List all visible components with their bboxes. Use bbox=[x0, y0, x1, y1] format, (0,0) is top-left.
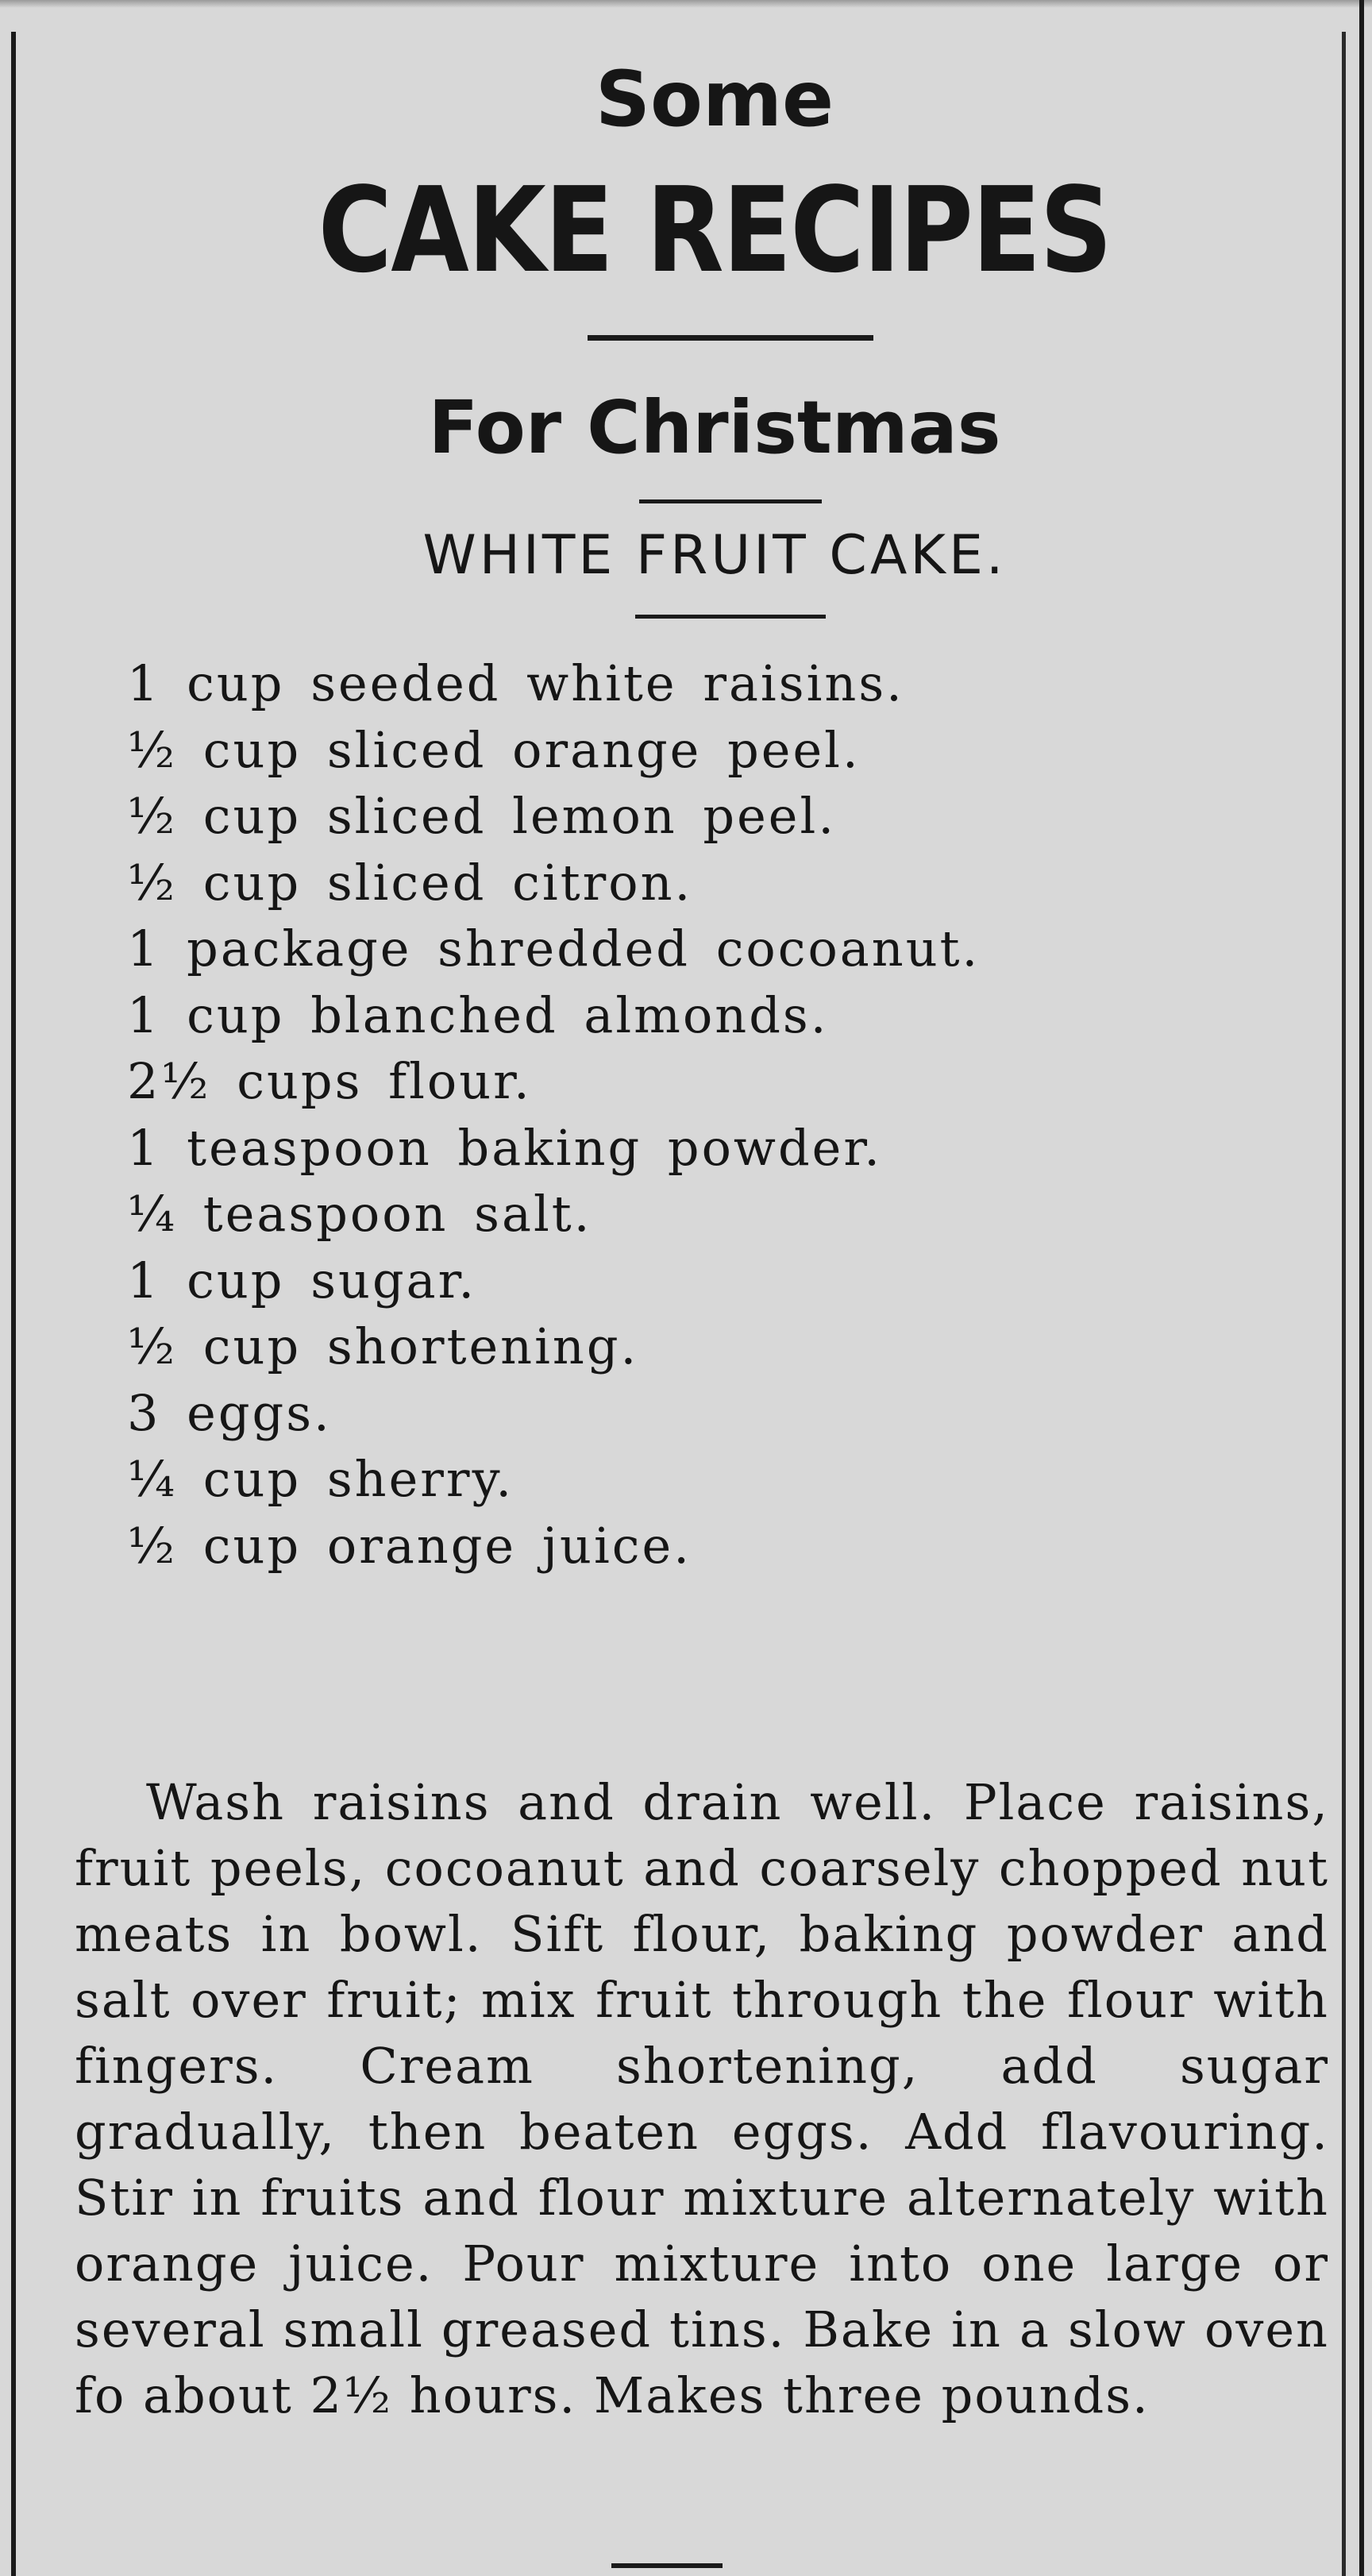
ingredient-item: ½ cup orange juice. bbox=[127, 1516, 692, 1575]
bottom-divider bbox=[611, 2563, 723, 2568]
recipe-title: WHITE FRUIT CAKE. bbox=[422, 524, 1007, 587]
method-paragraph: Wash raisins and drain well. Place raisins, fruit peels, cocoanut and coarsely chopped nut meats in bowl. Sift flour, baking powder and salt over fruit; mix fruit through the flour with fingers. Cream shortening, add sugar gradually, then beaten eggs. Add flavouring. Stir in fruits and flour mixture alternately with orange juice. Pour mixture into one large or several small greased tins. Bake in a slow oven fo about 2½ hours. Makes three pounds. bbox=[75, 1773, 1329, 2424]
ingredient-item: ½ cup sliced citron. bbox=[127, 853, 693, 912]
kicker: Some bbox=[595, 55, 834, 144]
right-column-rule bbox=[1342, 32, 1346, 2576]
ingredient-item: ¼ teaspoon salt. bbox=[127, 1185, 592, 1243]
ingredient-item: 1 cup blanched almonds. bbox=[127, 985, 829, 1044]
ingredient-item: 1 cup seeded white raisins. bbox=[127, 654, 904, 712]
left-column-rule bbox=[11, 32, 16, 2576]
ingredient-item: 3 eggs. bbox=[127, 1383, 332, 1442]
ingredient-item: ¼ cup sherry. bbox=[127, 1450, 514, 1508]
top-edge bbox=[0, 0, 1372, 8]
subheadline: For Christmas bbox=[428, 385, 1001, 470]
headline-divider bbox=[588, 335, 873, 341]
ingredient-item: ½ cup sliced orange peel. bbox=[127, 720, 861, 779]
ingredient-item: ½ cup sliced lemon peel. bbox=[127, 787, 837, 845]
recipe-divider bbox=[635, 615, 826, 619]
subhead-divider bbox=[639, 499, 822, 503]
ingredient-item: 2½ cups flour. bbox=[127, 1052, 532, 1110]
headline: CAKE RECIPES bbox=[318, 162, 1112, 299]
article bbox=[71, 48, 1329, 2424]
ingredient-item: 1 teaspoon baking powder. bbox=[127, 1118, 882, 1177]
ingredient-list bbox=[71, 650, 1326, 1579]
ingredient-item: 1 package shredded cocoanut. bbox=[127, 920, 981, 978]
ingredient-item: 1 cup sugar. bbox=[127, 1251, 477, 1309]
ingredient-item: ½ cup shortening. bbox=[127, 1317, 639, 1375]
page-edge-rule bbox=[1359, 0, 1364, 2576]
